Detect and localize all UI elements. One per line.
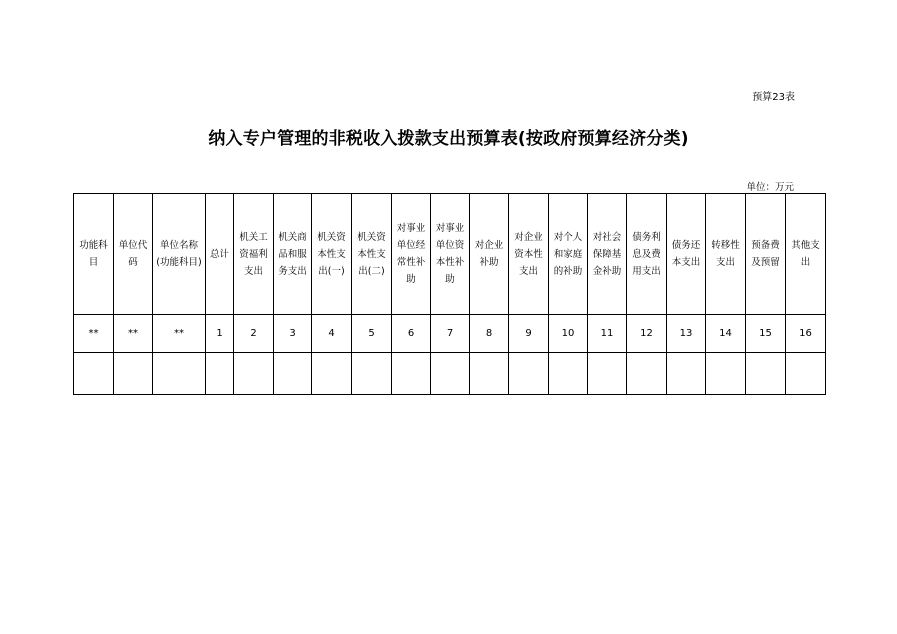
data-cell	[74, 353, 114, 395]
data-cell	[352, 353, 392, 395]
data-cell	[706, 353, 746, 395]
header-cell: 对个人和家庭的补助	[549, 194, 588, 315]
data-cell	[431, 353, 470, 395]
header-cell: 对社会保障基金补助	[588, 194, 627, 315]
header-cell: 其他支出	[786, 194, 826, 315]
data-cell	[588, 353, 627, 395]
header-cell: 对事业单位经常性补助	[392, 194, 431, 315]
data-cell	[274, 353, 312, 395]
code-cell: 1	[206, 315, 234, 353]
code-cell: 11	[588, 315, 627, 353]
data-cell	[153, 353, 206, 395]
code-cell: 15	[746, 315, 786, 353]
data-cell	[470, 353, 509, 395]
code-cell: 9	[509, 315, 549, 353]
header-cell: 机关资本性支出(二)	[352, 194, 392, 315]
header-cell: 机关资本性支出(一)	[312, 194, 352, 315]
data-cell	[312, 353, 352, 395]
code-cell: 16	[786, 315, 826, 353]
header-cell: 对企业资本性支出	[509, 194, 549, 315]
data-cell	[549, 353, 588, 395]
data-cell	[114, 353, 153, 395]
data-cell	[234, 353, 274, 395]
code-cell: 7	[431, 315, 470, 353]
code-cell: 5	[352, 315, 392, 353]
header-cell: 单位代码	[114, 194, 153, 315]
code-cell: **	[153, 315, 206, 353]
header-cell: 预备费及预留	[746, 194, 786, 315]
data-cell	[786, 353, 826, 395]
data-cell	[392, 353, 431, 395]
header-cell: 对事业单位资本性补助	[431, 194, 470, 315]
header-cell: 债务利息及费用支出	[627, 194, 667, 315]
header-cell: 对企业补助	[470, 194, 509, 315]
code-cell: 2	[234, 315, 274, 353]
code-cell: 8	[470, 315, 509, 353]
data-cell	[627, 353, 667, 395]
code-cell: 13	[667, 315, 706, 353]
code-cell: **	[114, 315, 153, 353]
code-row	[74, 315, 826, 353]
data-cell	[667, 353, 706, 395]
budget-table	[73, 193, 826, 395]
header-cell: 机关商品和服务支出	[274, 194, 312, 315]
header-row	[74, 194, 826, 315]
page-title: 纳入专户管理的非税收入拨款支出预算表(按政府预算经济分类)	[208, 129, 689, 149]
header-cell: 转移性支出	[706, 194, 746, 315]
code-cell: **	[74, 315, 114, 353]
data-cell	[746, 353, 786, 395]
header-cell: 功能科目	[74, 194, 114, 315]
unit-label: 单位：万元	[746, 182, 794, 193]
data-cell	[509, 353, 549, 395]
code-cell: 3	[274, 315, 312, 353]
table-row	[74, 353, 826, 395]
header-cell: 单位名称(功能科目)	[153, 194, 206, 315]
code-cell: 12	[627, 315, 667, 353]
code-cell: 6	[392, 315, 431, 353]
data-cell	[206, 353, 234, 395]
code-cell: 10	[549, 315, 588, 353]
header-cell: 债务还本支出	[667, 194, 706, 315]
code-cell: 14	[706, 315, 746, 353]
code-cell: 4	[312, 315, 352, 353]
form-number: 预算23表	[752, 92, 795, 103]
header-cell: 机关工资福利支出	[234, 194, 274, 315]
header-cell: 总计	[206, 194, 234, 315]
